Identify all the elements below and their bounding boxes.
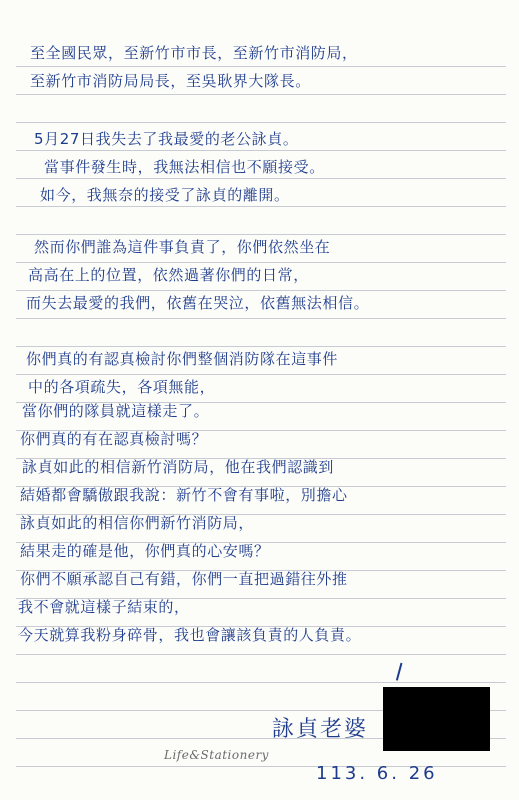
ruled-line: [16, 66, 506, 67]
letter-line: 你們真的有認真檢討你們整個消防隊在這事件: [26, 350, 339, 368]
ruled-line: [16, 122, 506, 123]
letter-line: 我不會就這樣子結束的，: [18, 598, 190, 616]
ruled-line: [16, 150, 506, 151]
ruled-line: [16, 262, 506, 263]
letter-line: 至新竹市消防局局長，至吳耿界大隊長。: [30, 72, 311, 90]
letter-line: 你們真的有在認真檢討嗎？: [20, 430, 208, 448]
letter-line: 結果走的確是他，你們真的心安嗎？: [20, 542, 270, 560]
letter-line: 當事件發生時，我無法相信也不願接受。: [44, 158, 325, 176]
letter-line: 詠貞如此的相信新竹消防局，他在我們認識到: [22, 458, 335, 476]
ruled-line: [16, 234, 506, 235]
ruled-line: [16, 290, 506, 291]
ruled-line: [16, 178, 506, 179]
redaction-box: [383, 687, 490, 751]
letter-line: 至全國民眾，至新竹市市長，至新竹市消防局，: [30, 44, 358, 62]
pen-mark: [396, 663, 412, 683]
letter-line: 然而你們誰為這件事負責了，你們依然坐在: [34, 238, 331, 256]
ruled-line: [16, 374, 506, 375]
letter-line: 當你們的隊員就這樣走了。: [22, 402, 210, 420]
signature: 詠貞老婆: [272, 717, 369, 742]
ruled-line: [16, 318, 506, 319]
letter-line: 詠貞如此的相信你們新竹消防局，: [20, 514, 255, 532]
letter-line: 高高在上的位置，依然過著你們的日常，: [28, 266, 309, 284]
letter-line: 如今，我無奈的接受了詠貞的離開。: [40, 186, 290, 204]
letter-line: 今天就算我粉身碎骨，我也會讓該負責的人負責。: [18, 626, 362, 644]
ruled-line: [16, 346, 506, 347]
ruled-line: [16, 94, 506, 95]
letter-line: 你們不願承認自己有錯，你們一直把過錯往外推: [20, 570, 348, 588]
letter-line: 5月27日我失去了我最愛的老公詠貞。: [34, 130, 299, 148]
letter-line: 而失去最愛的我們，依舊在哭泣，依舊無法相信。: [26, 294, 370, 312]
letter-line: 結婚都會驕傲跟我說：新竹不會有事啦，別擔心: [20, 486, 348, 504]
ruled-line: [16, 682, 506, 683]
letter-date: 113. 6. 26: [316, 763, 438, 784]
ruled-line: [16, 654, 506, 655]
paper-brand-mark: Life&Stationery: [164, 748, 269, 762]
ruled-line: [16, 206, 506, 207]
letter-line: 中的各項疏失，各項無能，: [28, 378, 216, 396]
